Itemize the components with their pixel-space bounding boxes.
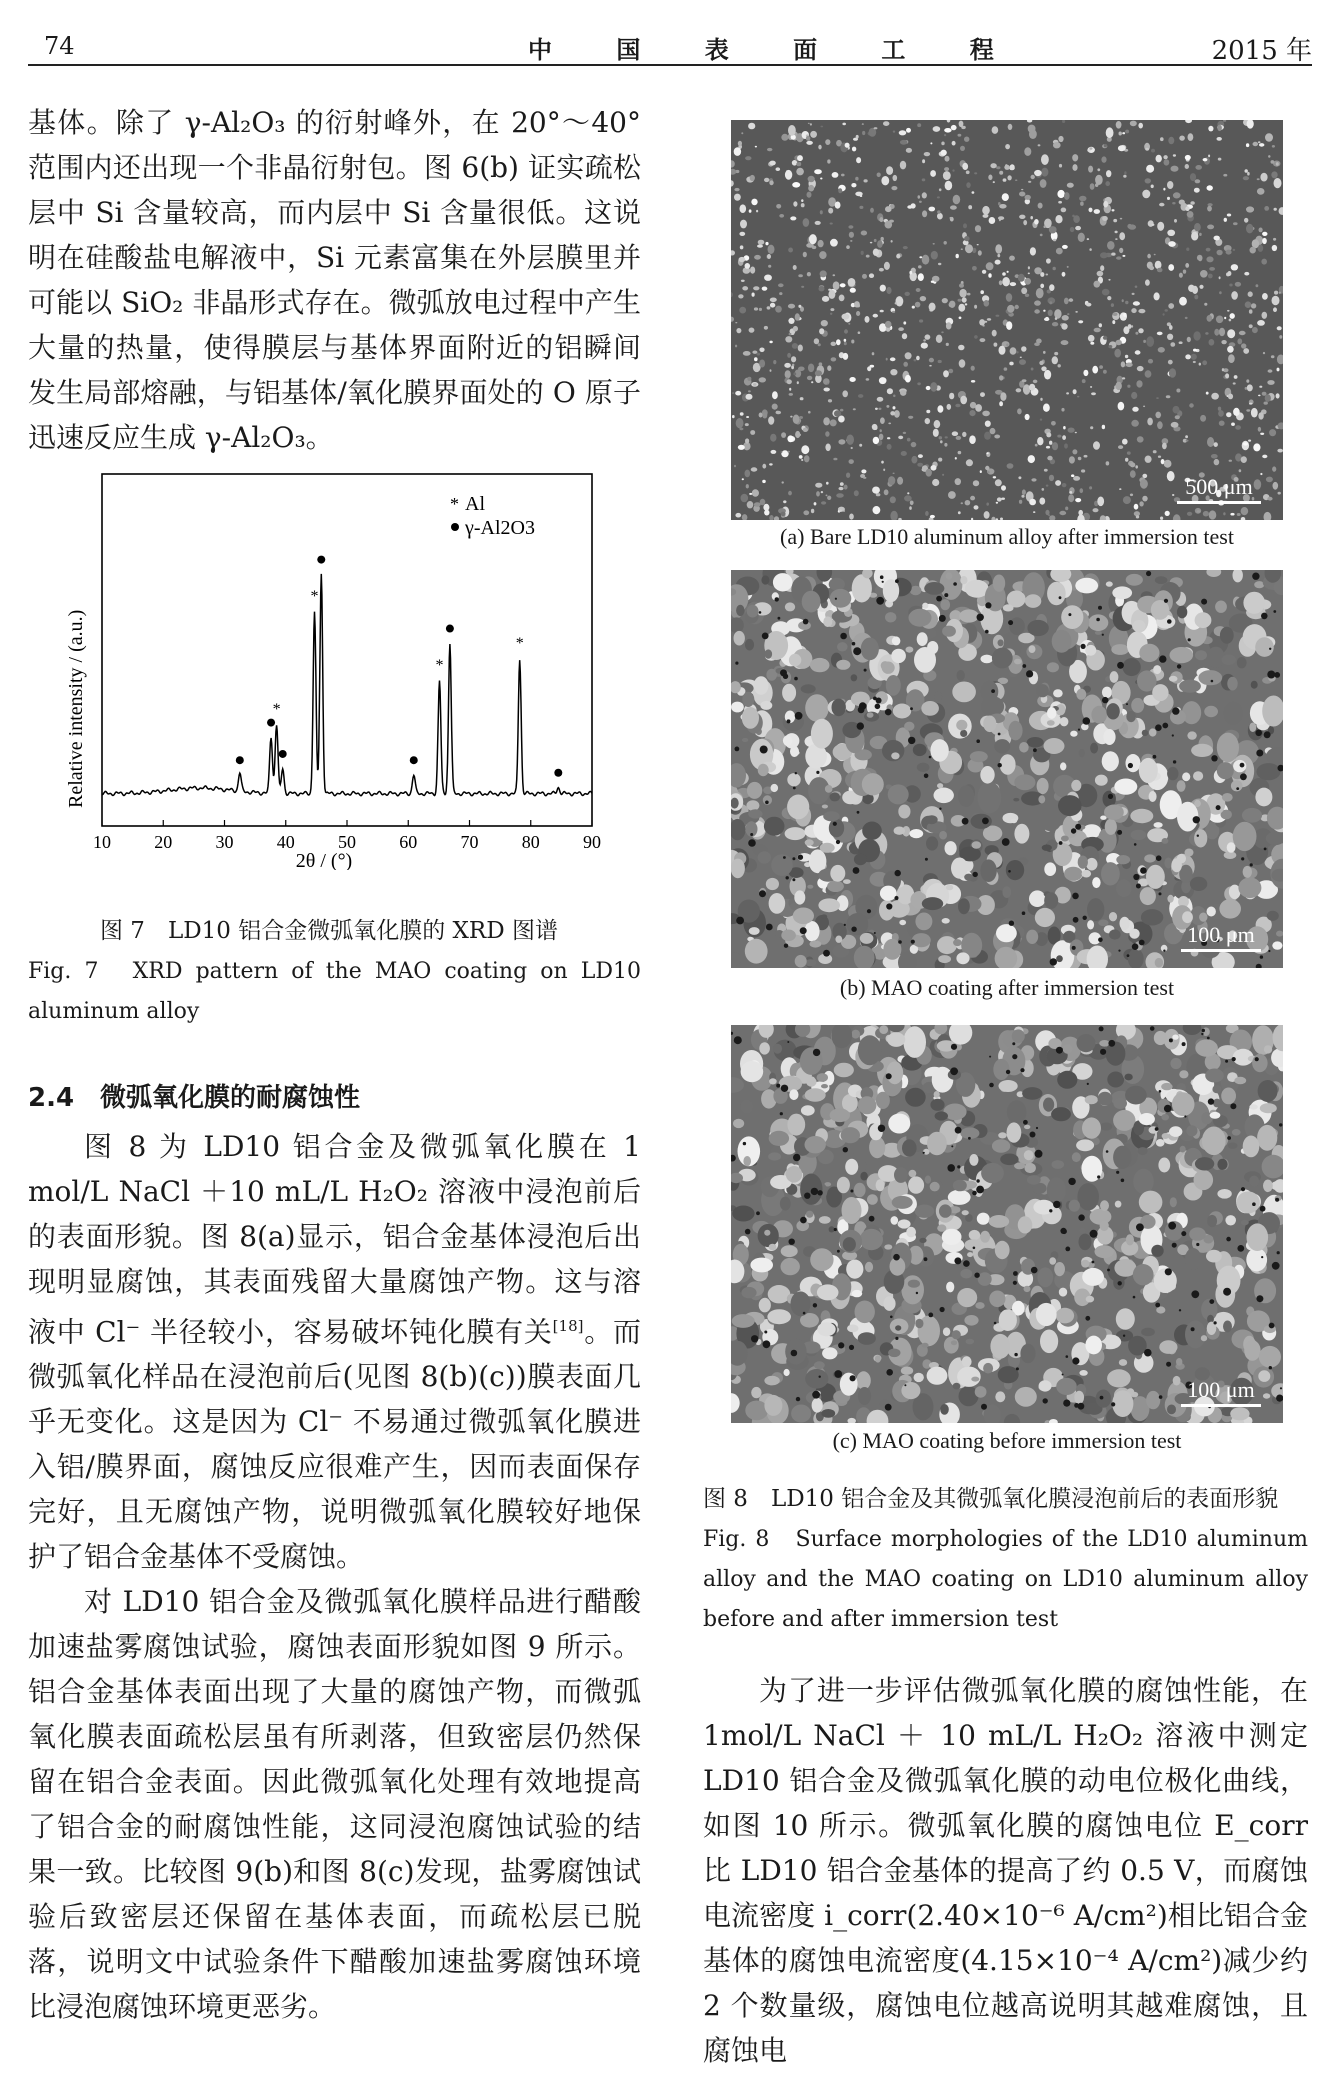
fig7-caption-en: Fig. 7 XRD pattern of the MAO coating on LD10 aluminum alloy: [28, 959, 641, 1024]
x-tick-label-6: 70: [460, 832, 479, 852]
y-axis-label: Relative intensity / (a.u.): [65, 609, 87, 808]
citation-18: [18]: [552, 1317, 584, 1335]
running-header: [28, 20, 1312, 66]
journal-title: 中 国 表 面 工 程: [528, 35, 1022, 64]
journal-year: 2015 年: [1211, 36, 1312, 66]
peak-marker-6: [410, 756, 418, 764]
sem-image-a: [731, 120, 1283, 520]
fig8-caption-cn: 图 8 LD10 铝合金及其微弧氧化膜浸泡前后的表面形貌: [703, 1486, 1279, 1512]
scale-bar-b-label: 100 μm: [1187, 922, 1255, 947]
x-tick-label-3: 40: [276, 832, 295, 852]
x-tick-label-8: 90: [583, 832, 601, 852]
legend-alumina-label: γ-Al2O3: [465, 517, 535, 539]
peak-marker-7: *: [435, 657, 444, 675]
peak-marker-8: [446, 625, 454, 633]
x-tick-label-5: 60: [399, 832, 418, 852]
xrd-curve: [102, 574, 592, 796]
legend-al-symbol: *: [450, 494, 459, 514]
sem-texture-c: [731, 1025, 1283, 1423]
sem-texture-a: [731, 120, 1283, 520]
peak-marker-2: *: [272, 701, 281, 719]
sem-texture-b: [731, 570, 1283, 968]
right-column-text: [703, 1668, 1308, 2073]
peak-marker-4: *: [310, 588, 319, 606]
x-tick-label-7: 80: [521, 832, 540, 852]
legend-al-label: Al: [465, 493, 485, 515]
peak-marker-1: [267, 719, 275, 727]
peak-marker-3: [279, 750, 287, 758]
x-tick-label-1: 20: [154, 832, 173, 852]
peak-markers: [236, 556, 563, 777]
scale-bar-c: [1181, 1377, 1261, 1407]
xrd-chart: [52, 470, 612, 870]
fig7-caption: [28, 914, 641, 1032]
page-number: 74: [44, 32, 75, 60]
sem-caption-b: (b) MAO coating after immersion test: [839, 975, 1175, 1000]
paragraph-continuation: 基体。除了 γ-Al₂O₃ 的衍射峰外，在 20°～40°范围内还出现一个非晶衍射包。图 6(b) 证实疏松层中 Si 含量较高，而内层中 Si 含量很低。这说明在硅酸盐电解液中，Si 元素富集在外层膜里并可能以 SiO₂ 非晶形式存在。微弧放电过程中产生大量的热量，使得膜层与基体界面附近的铝瞬间发生局部熔融，与铝基体/氧化膜界面处的 O 原子迅速反应生成 γ-Al₂O₃。: [28, 106, 641, 454]
section-heading: 2.4 微弧氧化膜的耐腐蚀性: [28, 1083, 361, 1113]
scale-bar-c-label: 100 μm: [1187, 1377, 1255, 1402]
paragraph-immersion: [28, 1124, 641, 1579]
x-tick-label-4: 50: [338, 832, 356, 852]
left-column-lower: [28, 1078, 641, 2029]
sem-image-c: [731, 1025, 1283, 1423]
peak-marker-9: *: [515, 635, 524, 653]
sem-image-b: [731, 570, 1283, 968]
x-axis-label: 2θ / (°): [295, 850, 353, 870]
paragraph-immersion-text-a: 图 8 为 LD10 铝合金及微弧氧化膜在 1 mol/L NaCl ＋10 mL/L H₂O₂ 溶液中浸泡前后的表面形貌。图 8(a)显示，铝合金基体浸泡后出现明显腐蚀，其表面残留大量腐蚀产物。这与溶液中 Cl⁻ 半径较小，容易破坏钝化膜有关: [28, 1130, 641, 1349]
fig8-caption: [703, 1482, 1308, 1640]
peak-marker-10: [554, 769, 562, 777]
x-ticks: [93, 820, 601, 852]
left-column: [28, 100, 641, 460]
xrd-svg: [52, 470, 612, 870]
paragraph-salt-spray: 对 LD10 铝合金及微弧氧化膜样品进行醋酸加速盐雾腐蚀试验，腐蚀表面形貌如图 9 所示。铝合金基体表面出现了大量的腐蚀产物，而微弧氧化膜表面疏松层虽有所剥落，但致密层仍然保留在铝合金表面。因此微弧氧化处理有效地提高了铝合金的耐腐蚀性能，这同浸泡腐蚀试验的结果一致。比较图 9(b)和图 8(c)发现，盐雾腐蚀试验后致密层还保留在基体表面，而疏松层已脱落，说明文中试验条件下醋酸加速盐雾腐蚀环境比浸泡腐蚀环境更恶劣。: [28, 1585, 641, 2024]
peak-marker-5: [317, 556, 325, 564]
scale-bar-a: [1177, 474, 1261, 504]
sem-caption-a: (a) Bare LD10 aluminum alloy after immersion test: [780, 524, 1234, 549]
x-tick-label-2: 30: [215, 832, 234, 852]
peak-marker-0: [236, 756, 244, 764]
fig8-caption-en: Fig. 8 Surface morphologies of the LD10 aluminum alloy and the MAO coating on LD10 aluminum alloy before and after immersion test: [703, 1527, 1308, 1632]
legend-alumina-symbol: [451, 523, 459, 531]
x-tick-label-0: 10: [93, 832, 111, 852]
scale-bar-b: [1181, 922, 1261, 952]
paragraph-polarization: 为了进一步评估微弧氧化膜的腐蚀性能，在 1mol/L NaCl ＋ 10 mL/L H₂O₂ 溶液中测定 LD10 铝合金及微弧氧化膜的动电位极化曲线，如图 10 所示。微弧氧化膜的腐蚀电位 E_corr 比 LD10 铝合金基体的提高了约 0.5 V，而腐蚀电流密度 i_corr(2.40×10⁻⁶ A/cm²)相比铝合金基体的腐蚀电流密度(4.15×10⁻⁴ A/cm²)减少约 2 个数量级，腐蚀电位越高说明其越难腐蚀，且腐蚀电: [703, 1674, 1308, 2067]
scale-bar-a-label: 500 μm: [1185, 474, 1253, 499]
sem-caption-c: (c) MAO coating before immersion test: [832, 1428, 1182, 1453]
fig7-caption-cn: 图 7 LD10 铝合金微弧氧化膜的 XRD 图谱: [100, 918, 558, 944]
paragraph-immersion-text-b: 。而微弧氧化样品在浸泡前后(见图 8(b)(c))膜表面几乎无变化。这是因为 Cl⁻ 不易通过微弧氧化膜进入铝/膜界面，腐蚀反应很难产生，因而表面保存完好，且无腐蚀产物，说明微弧氧化膜较好地保护了铝合金基体不受腐蚀。: [28, 1315, 641, 1574]
